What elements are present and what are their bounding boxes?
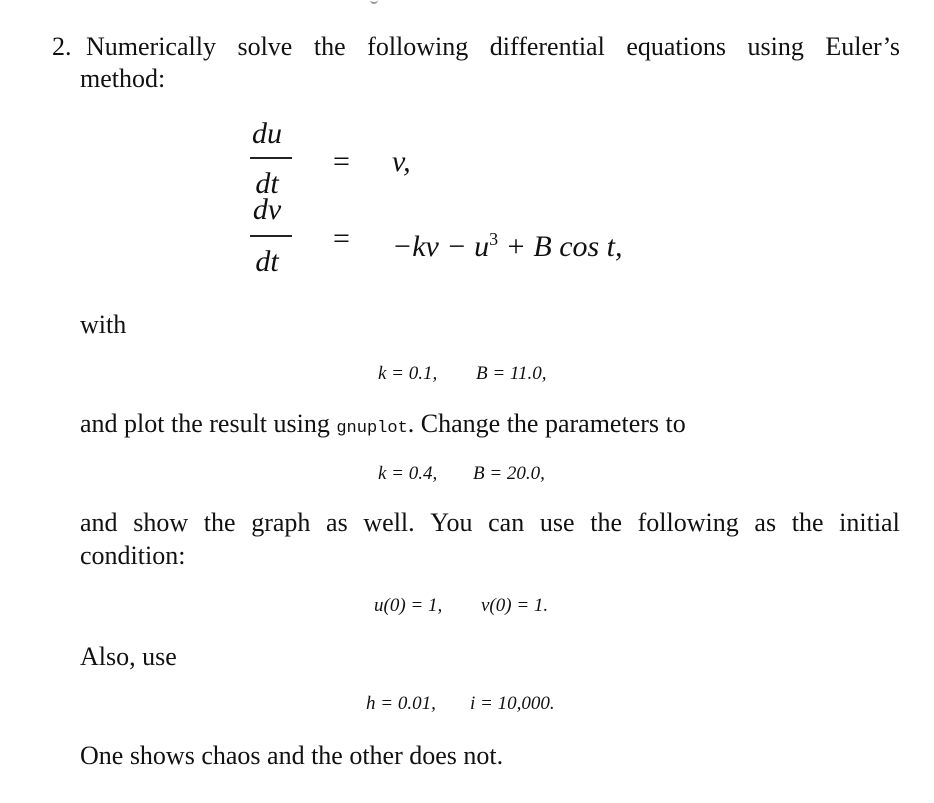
word: You (430, 508, 473, 537)
eq1-rhs: v, (392, 145, 411, 178)
word: Numerically (86, 32, 216, 61)
plot-text-after: . Change the parameters to (407, 409, 686, 438)
cropped-glyph-mark (370, 0, 378, 4)
eq2-rhs-prefix: −kv − u (392, 230, 490, 263)
gnuplot-code: gnuplot (336, 419, 408, 438)
plot-instruction (80, 409, 686, 444)
problem-number: 2. (52, 32, 72, 61)
word: as (754, 508, 777, 537)
word: equations (626, 32, 726, 61)
show-line-1 (80, 508, 900, 538)
eq2-rhs-exponent: 3 (489, 229, 499, 249)
eq2-rhs-rest: + B cos t, (498, 230, 623, 263)
word: the (590, 508, 622, 537)
word: initial (839, 508, 900, 537)
conclusion: One shows chaos and the other does not. (80, 741, 504, 770)
also-label: Also, use (80, 642, 177, 671)
intro-line-2: method: (80, 64, 166, 93)
word: as (326, 508, 348, 537)
show-line-2: condition: (80, 541, 186, 570)
eq2-rhs (392, 223, 623, 263)
word: using (747, 32, 804, 61)
word: graph (251, 508, 311, 537)
eq2-numerator: dv (252, 193, 282, 226)
word: the (313, 32, 346, 61)
eq2-denominator: dt (255, 245, 279, 278)
word: the (791, 508, 824, 537)
eq1-equals: = (333, 145, 350, 178)
word: can (488, 508, 525, 537)
param-k-1: k = 0.1, (378, 363, 438, 384)
word: following (367, 32, 469, 61)
eq2-fraction-bar (250, 235, 292, 237)
word: the (203, 508, 236, 537)
word: and (80, 508, 118, 537)
initial-u: u(0) = 1, (374, 595, 443, 616)
with-label: with (80, 310, 127, 339)
param-B-2: B = 20.0, (473, 463, 545, 484)
eq1-denominator: dt (255, 167, 279, 200)
word: following (637, 508, 739, 537)
param-k-2: k = 0.4, (378, 463, 438, 484)
eq1-fraction-bar (250, 157, 292, 159)
word: Euler’s (825, 32, 900, 61)
word: differential (489, 32, 605, 61)
plot-text-before: and plot the result using (80, 409, 337, 438)
initial-v: v(0) = 1. (481, 595, 549, 616)
eq2-equals: = (333, 222, 350, 255)
word: show (133, 508, 189, 537)
word: use (539, 508, 575, 537)
intro-line-1 (86, 32, 900, 62)
step-i: i = 10,000. (470, 693, 555, 714)
word: well. (363, 508, 415, 537)
word: solve (237, 32, 293, 61)
eq1-numerator: du (252, 117, 282, 150)
param-B-1: B = 11.0, (476, 363, 547, 384)
step-h: h = 0.01, (366, 693, 436, 714)
